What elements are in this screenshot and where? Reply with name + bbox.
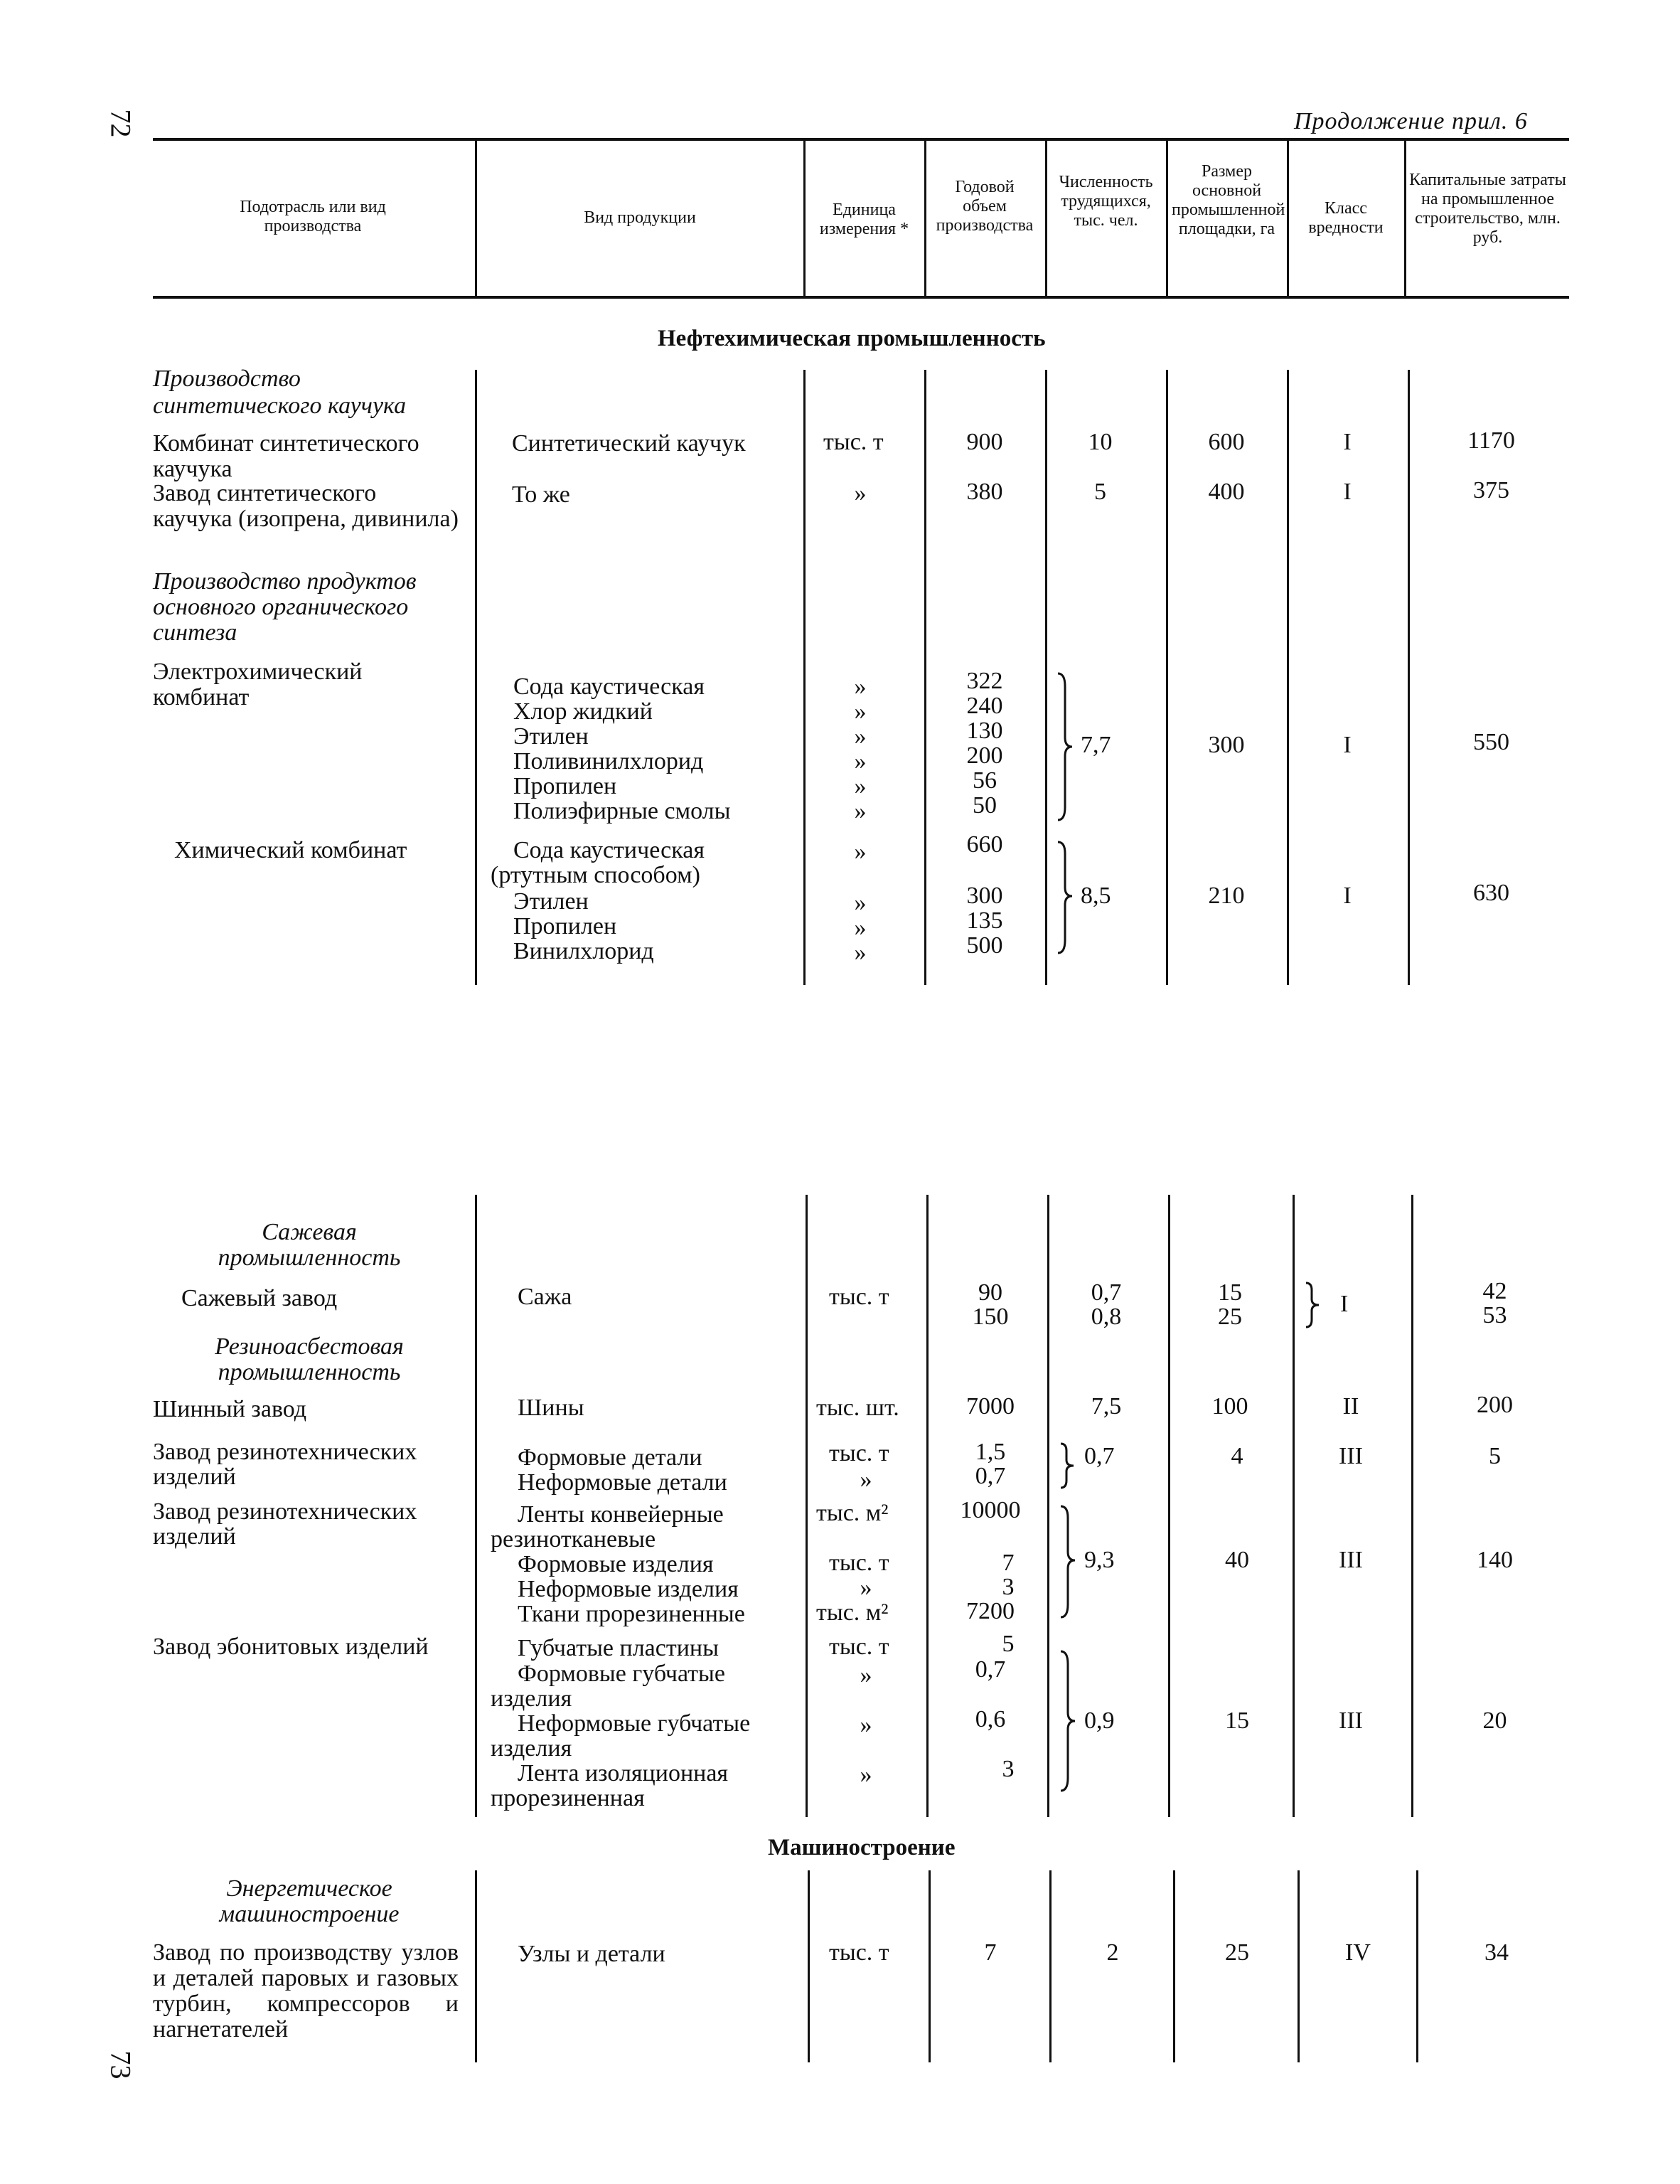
row6-unit: тыс. шт. [816, 1395, 899, 1421]
row2-class: I [1343, 479, 1352, 505]
row1-volume: 900 [966, 429, 1003, 455]
row5-capex: 42 [1482, 1278, 1507, 1304]
row7-product: Формовые детали [518, 1444, 702, 1471]
row2-volume: 380 [966, 479, 1003, 505]
row3-unit: » [854, 748, 867, 774]
row10-class: IV [1345, 1939, 1371, 1966]
row4-workers-brace [1056, 841, 1074, 954]
group-rubber-asb: Резиноасбестовая промышленность [215, 1333, 404, 1385]
hdr-sep-3 [924, 141, 926, 296]
row1-unit: тыс. т [823, 429, 884, 455]
row4-area: 210 [1208, 883, 1245, 909]
row8-unit: тыс. м² [816, 1500, 889, 1526]
row3-capex: 550 [1473, 729, 1509, 755]
row7-workers: 0,7 [1084, 1443, 1115, 1469]
row8-workers: 9,3 [1084, 1547, 1115, 1573]
row5-class: I [1340, 1291, 1349, 1317]
row9-workers: 0,9 [1084, 1708, 1115, 1734]
group-energy-mach: Энергетическое машиностроение [219, 1875, 400, 1927]
row10-workers: 2 [1106, 1939, 1119, 1966]
row7-capex: 5 [1489, 1443, 1501, 1469]
row8-product: Неформовые изделия [518, 1576, 739, 1602]
b1-sep-2 [803, 370, 806, 985]
row8-product: Ткани прорезиненные [518, 1601, 745, 1627]
b1-sep-7 [1408, 370, 1410, 985]
row3-volume: 200 [966, 742, 1003, 769]
hdr-sep-7 [1404, 141, 1406, 296]
col-product: Вид продукции [584, 208, 696, 227]
row8-unit: тыс. м² [816, 1599, 889, 1626]
row9-volume: 5 [1002, 1631, 1015, 1657]
row10-product: Узлы и детали [518, 1941, 665, 1967]
b2-sep-1 [475, 1195, 477, 1817]
col-volume: Годовой объем производства [936, 178, 1034, 235]
row9-class: III [1339, 1708, 1363, 1734]
row3-product: Полиэфирные смолы [513, 798, 731, 824]
row7-area: 4 [1231, 1443, 1243, 1469]
b3-sep-2 [808, 1870, 810, 2062]
row4-workers: 8,5 [1081, 883, 1111, 909]
row9-volume: 0,7 [975, 1656, 1006, 1683]
row1-name: Комбинат синтетического каучука [153, 430, 419, 482]
row1-area: 600 [1208, 429, 1245, 455]
section-title-machinery: Машиностроение [768, 1835, 956, 1860]
row6-class: II [1342, 1393, 1359, 1419]
row3-unit: » [854, 798, 867, 824]
row6-product: Шины [518, 1395, 584, 1421]
row3-volume: 130 [966, 718, 1003, 744]
row3-volume: 50 [973, 792, 997, 819]
row6-name: Шинный завод [153, 1396, 307, 1422]
row4-class: I [1343, 883, 1352, 909]
header-top-rule [153, 138, 1569, 141]
row4-unit: » [854, 838, 867, 865]
col-class: Класс вредности [1308, 199, 1384, 237]
col-area: Размер основной промышленной площадки, га [1172, 162, 1285, 238]
row8-area: 40 [1225, 1547, 1249, 1573]
row8-unit: » [860, 1575, 872, 1601]
b3-sep-6 [1298, 1870, 1300, 2062]
row3-workers: 7,7 [1081, 732, 1111, 758]
row4-product: Пропилен [513, 913, 617, 939]
row1-class: I [1343, 429, 1352, 455]
b3-sep-3 [929, 1870, 931, 2062]
b2-sep-4 [1047, 1195, 1049, 1817]
row5-volume: 150 [972, 1304, 1009, 1330]
row8-capex: 140 [1477, 1547, 1513, 1573]
row4-volume: 660 [966, 831, 1003, 858]
row7-name: Завод резинотехнических изделий [153, 1439, 417, 1490]
row9-area: 15 [1225, 1708, 1249, 1734]
hdr-sep-6 [1287, 141, 1289, 296]
row10-volume: 7 [984, 1939, 997, 1966]
group-rubber-synth [153, 366, 459, 420]
col-subsector: Подотрасль или вид производства [240, 198, 386, 235]
row3-unit: » [854, 673, 867, 700]
row4-product: Винилхлорид [513, 938, 654, 964]
row4-unit: » [854, 915, 867, 941]
row5-area: 15 [1218, 1279, 1242, 1306]
row10-name: Завод по производству узлов и деталей паровых и газовых турбин, компрессоров и нагнетателей [153, 1939, 459, 2042]
row3-class: I [1343, 732, 1352, 758]
row4-capex: 630 [1473, 880, 1509, 906]
row4-unit: » [854, 890, 867, 916]
row9-name: Завод эбонитовых изделий [153, 1634, 429, 1660]
row1-capex: 1170 [1467, 427, 1515, 454]
row9-product: Формовые губчатые изделия [491, 1661, 725, 1712]
row9-product: Неформовые губчатые изделия [491, 1710, 751, 1762]
b3-sep-7 [1416, 1870, 1418, 2062]
b2-sep-3 [926, 1195, 929, 1817]
group-soot: Сажевая промышленность [218, 1219, 401, 1271]
row10-area: 25 [1225, 1939, 1249, 1966]
row3-volume: 56 [973, 767, 997, 794]
row5-capex: 53 [1482, 1302, 1507, 1328]
hdr-sep-5 [1166, 141, 1168, 296]
row7-unit: тыс. т [829, 1440, 889, 1466]
row8-volume: 7 [1002, 1550, 1015, 1576]
hdr-sep-2 [803, 141, 806, 296]
row3-product: Сода каустическая [513, 673, 705, 700]
row10-unit: тыс. т [829, 1939, 889, 1966]
page-number-top: 72 [105, 109, 137, 138]
row4-product: Этилен [513, 888, 589, 915]
b1-sep-3 [924, 370, 926, 985]
b1-sep-1 [475, 370, 477, 985]
row8-volume: 10000 [960, 1497, 1021, 1523]
row9-unit: » [860, 1762, 872, 1788]
hdr-sep-4 [1045, 141, 1047, 296]
b1-sep-4 [1045, 370, 1047, 985]
row9-product: Губчатые пластины [518, 1635, 719, 1661]
row6-area: 100 [1211, 1393, 1248, 1419]
b3-sep-1 [475, 1870, 477, 2062]
row4-unit: » [854, 939, 867, 966]
row3-product: Хлор жидкий [513, 698, 653, 725]
row4-volume: 500 [966, 932, 1003, 959]
row4-volume: 135 [966, 907, 1003, 934]
row4-volume: 300 [966, 883, 1003, 909]
b2-sep-5 [1168, 1195, 1170, 1817]
row3-product: Пропилен [513, 773, 617, 799]
row5-workers: 0,8 [1091, 1304, 1122, 1330]
section-title-petrochem: Нефтехимическая промышленность [658, 326, 1046, 351]
row4-name: Химический комбинат [174, 837, 407, 863]
row8-volume: 3 [1002, 1574, 1015, 1600]
row9-volume: 3 [1002, 1756, 1015, 1782]
group-rubber-synth-text: Производство синтетического каучука [153, 366, 407, 419]
row2-unit: » [854, 480, 867, 506]
group-organic: Производство продуктов основного органического синтеза [153, 568, 417, 646]
row5-volume: 90 [978, 1279, 1002, 1306]
row7-volume: 1,5 [975, 1439, 1006, 1465]
row9-product: Лента изоляционная прорезиненная [491, 1760, 729, 1811]
row8-class: III [1339, 1547, 1363, 1573]
row5-area: 25 [1218, 1304, 1242, 1330]
row7-volume: 0,7 [975, 1463, 1006, 1489]
row7-workers-brace [1059, 1442, 1075, 1489]
b2-sep-7 [1411, 1195, 1413, 1817]
row8-workers-brace [1059, 1505, 1076, 1619]
row6-workers: 7,5 [1091, 1393, 1122, 1419]
col-workers: Численность трудящихся, тыс. чел. [1059, 173, 1153, 230]
row7-product: Неформовые детали [518, 1469, 727, 1496]
row10-capex: 34 [1484, 1939, 1509, 1966]
row3-name: Электрохимический комбинат [153, 659, 363, 710]
row2-name: Завод синтетического каучука (изопрена, дивинила) [153, 480, 459, 532]
row2-area: 400 [1208, 479, 1245, 505]
row5-class-brace [1305, 1282, 1320, 1328]
row2-product: То же [512, 481, 570, 508]
row3-unit: » [854, 698, 867, 725]
row1-product: Синтетический каучук [512, 430, 746, 457]
row3-volume: 240 [966, 693, 1003, 719]
b1-sep-5 [1166, 370, 1168, 985]
header-bottom-rule [153, 296, 1569, 299]
hdr-sep-1 [475, 141, 477, 296]
row5-workers: 0,7 [1091, 1279, 1122, 1306]
col-unit: Единица измерения * [819, 201, 909, 238]
b3-sep-5 [1173, 1870, 1175, 2062]
row4-product: Сода каустическая (ртутным способом) [491, 837, 705, 888]
row9-unit: тыс. т [829, 1634, 889, 1660]
page-number-bottom: 73 [105, 2050, 137, 2079]
b2-sep-6 [1293, 1195, 1295, 1817]
row3-volume: 322 [966, 668, 1003, 694]
row6-capex: 200 [1477, 1392, 1513, 1418]
row8-name: Завод резинотехнических изделий [153, 1498, 417, 1550]
row9-unit: » [860, 1662, 872, 1688]
row8-product: Формовые изделия [518, 1551, 714, 1577]
row8-unit: тыс. т [829, 1550, 889, 1576]
b3-sep-4 [1049, 1870, 1052, 2062]
row8-product: Ленты конвейерные резинотканевые [491, 1501, 724, 1552]
row9-volume: 0,6 [975, 1706, 1006, 1732]
row8-volume: 7200 [966, 1598, 1015, 1624]
row2-workers: 5 [1094, 479, 1106, 505]
row9-workers-brace [1059, 1650, 1076, 1792]
b1-sep-6 [1287, 370, 1289, 985]
row5-unit: тыс. т [829, 1284, 889, 1310]
row2-capex: 375 [1473, 477, 1509, 504]
row6-volume: 7000 [966, 1393, 1015, 1419]
row3-area: 300 [1208, 732, 1245, 758]
row1-workers: 10 [1088, 429, 1113, 455]
row7-unit: » [860, 1466, 872, 1493]
row3-unit: » [854, 773, 867, 799]
row3-unit: » [854, 723, 867, 750]
b2-sep-2 [806, 1195, 808, 1817]
col-capex: Капитальные затраты на промышленное строительство, млн. руб. [1409, 171, 1566, 247]
row9-unit: » [860, 1712, 872, 1738]
row3-product: Этилен [513, 723, 589, 750]
row5-product: Сажа [518, 1284, 572, 1310]
row3-product: Поливинилхлорид [513, 748, 704, 774]
row5-name: Сажевый завод [181, 1285, 338, 1311]
row9-capex: 20 [1482, 1708, 1507, 1734]
row7-class: III [1339, 1443, 1363, 1469]
row3-workers-brace [1056, 672, 1074, 821]
continuation-label: Продолжение прил. 6 [1294, 108, 1528, 134]
